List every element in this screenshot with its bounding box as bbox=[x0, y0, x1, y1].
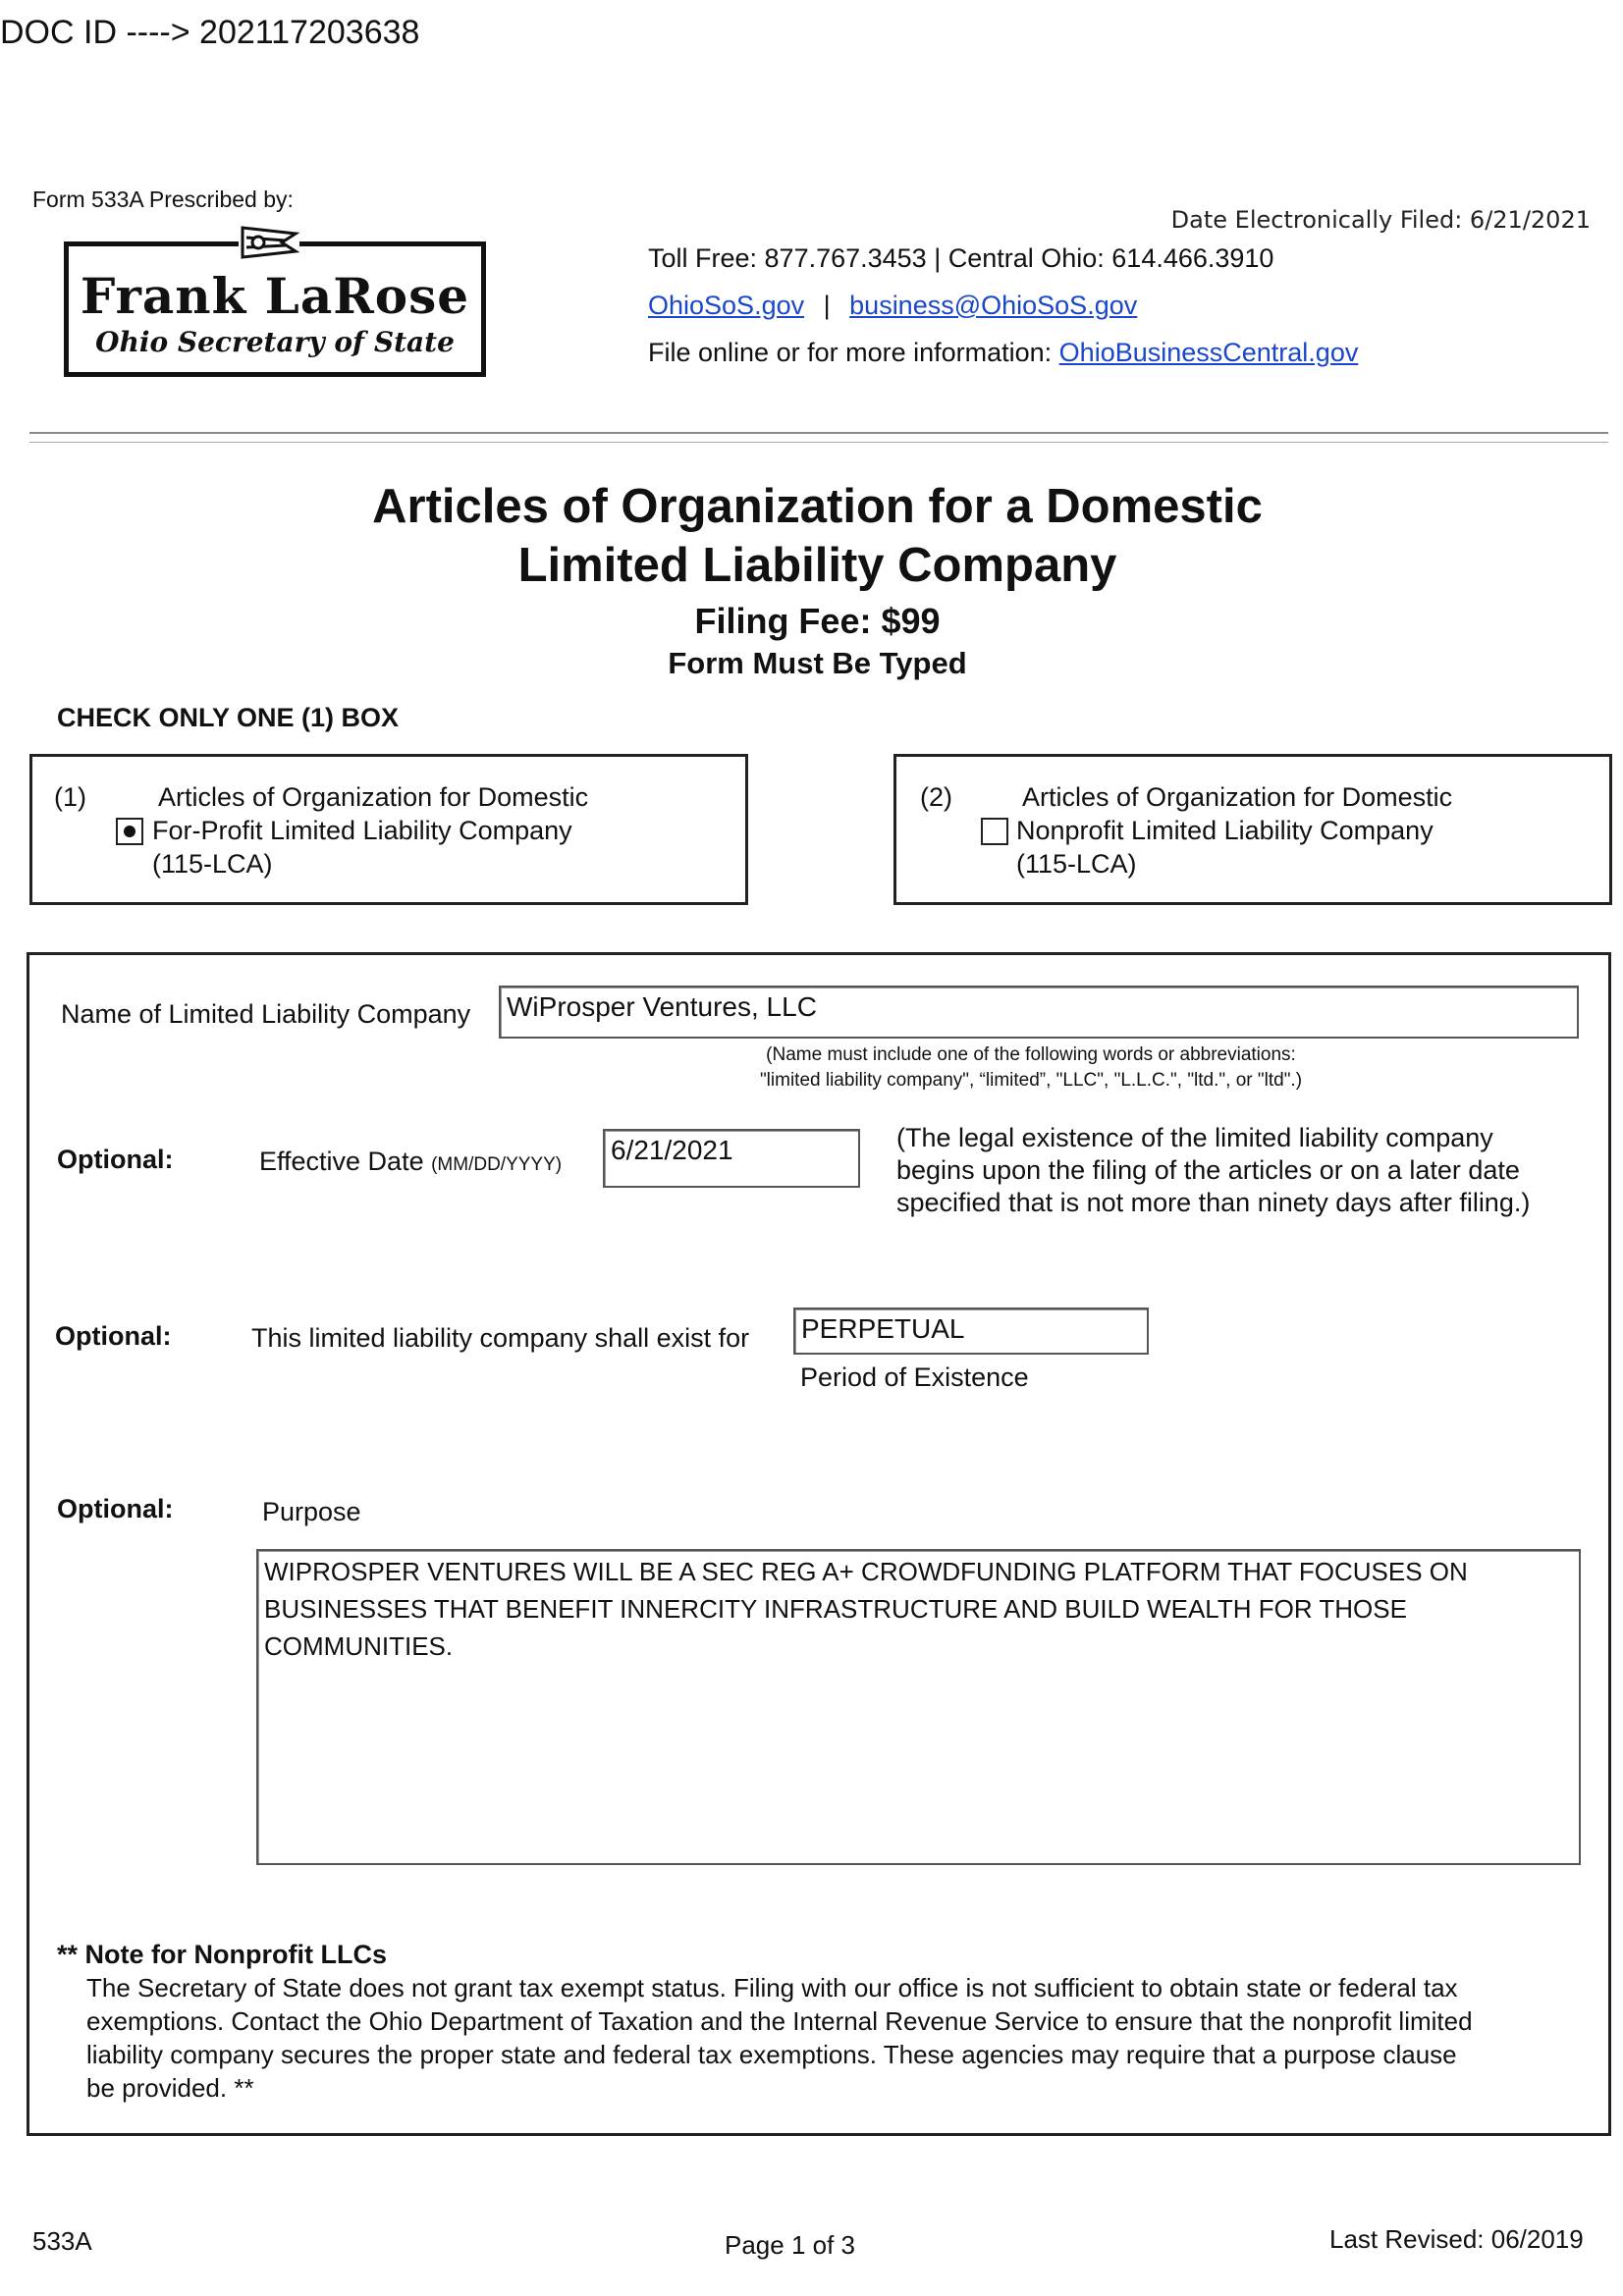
option-line1: Articles of Organization for Domestic bbox=[158, 782, 589, 812]
optional-label: Optional: bbox=[55, 1321, 172, 1351]
option-number: (2) bbox=[920, 782, 952, 812]
phone-line: Toll Free: 877.767.3453 | Central Ohio: 614.466.3910 bbox=[648, 243, 1274, 273]
footer-page-number: Page 1 of 3 bbox=[725, 2230, 855, 2260]
option-nonprofit bbox=[893, 754, 1612, 905]
period-of-existence-caption: Period of Existence bbox=[800, 1362, 1029, 1392]
effective-note-2: begins upon the filing of the articles or on a later date bbox=[896, 1155, 1520, 1185]
purpose-line: BUSINESSES THAT BENEFIT INNERCITY INFRASTRUCTURE AND BUILD WEALTH FOR THOSE bbox=[264, 1594, 1407, 1624]
for-profit-checkbox[interactable] bbox=[116, 818, 143, 845]
optional-label: Optional: bbox=[57, 1494, 174, 1523]
form-title-line1: Articles of Organization for a Domestic bbox=[372, 480, 1263, 533]
nonprofit-note-body bbox=[86, 1971, 1598, 2105]
header-divider bbox=[29, 432, 1608, 434]
logo-name: Frank LaRose bbox=[80, 267, 470, 325]
logo-subtitle: Ohio Secretary of State bbox=[95, 326, 455, 358]
checked-dot-icon bbox=[124, 826, 135, 837]
prescribed-by: Form 533A Prescribed by: bbox=[32, 187, 294, 212]
option-line2: For-Profit Limited Liability Company bbox=[152, 816, 572, 845]
footer-revised: Last Revised: 06/2019 bbox=[1329, 2224, 1584, 2254]
name-note-1: (Name must include one of the following words or abbreviations: bbox=[766, 1044, 1296, 1065]
option-line1: Articles of Organization for Domestic bbox=[1022, 782, 1453, 812]
option-line3: (115-LCA) bbox=[152, 849, 273, 879]
effective-date-label bbox=[259, 1147, 562, 1177]
nonprofit-checkbox[interactable] bbox=[981, 818, 1008, 845]
file-online-line bbox=[648, 338, 1358, 368]
note-line: liability company secures the proper state and federal tax exemptions. These agencies may require that a purpose clause bbox=[86, 2040, 1457, 2069]
date-filed: Date Electronically Filed: 6/21/2021 bbox=[1170, 206, 1591, 234]
footer-form-number: 533A bbox=[32, 2226, 92, 2256]
purpose-text bbox=[264, 1553, 1468, 1665]
existence-input[interactable]: PERPETUAL bbox=[793, 1308, 1149, 1355]
effective-date-format: (MM/DD/YYYY) bbox=[431, 1154, 563, 1175]
email-link[interactable]: business@OhioSoS.gov bbox=[849, 291, 1138, 320]
effective-date-text: Effective Date bbox=[259, 1147, 424, 1176]
purpose-line: COMMUNITIES. bbox=[264, 1631, 454, 1661]
optional-label: Optional: bbox=[57, 1145, 174, 1174]
business-central-link[interactable]: OhioBusinessCentral.gov bbox=[1058, 338, 1359, 367]
purpose-line: WIPROSPER VENTURES WILL BE A SEC REG A+ CROWDFUNDING PLATFORM THAT FOCUSES ON bbox=[264, 1557, 1468, 1586]
effective-date-input[interactable]: 6/21/2021 bbox=[603, 1129, 860, 1188]
file-online-prefix: File online or for more information: bbox=[648, 338, 1059, 367]
effective-note-3: specified that is not more than ninety days after filing.) bbox=[896, 1188, 1531, 1217]
option-number: (1) bbox=[54, 782, 86, 812]
sos-site-link[interactable]: OhioSoS.gov bbox=[648, 291, 805, 320]
nonprofit-note-heading: ** Note for Nonprofit LLCs bbox=[57, 1940, 387, 1969]
option-line3: (115-LCA) bbox=[1016, 849, 1137, 879]
effective-note-1: (The legal existence of the limited liability company bbox=[896, 1123, 1493, 1152]
option-for-profit bbox=[29, 754, 748, 905]
note-line: The Secretary of State does not grant tax exempt status. Filing with our office is not sufficient to obtain state or federal tax bbox=[86, 1973, 1458, 2002]
option-line2: Nonprofit Limited Liability Company bbox=[1016, 816, 1434, 845]
doc-id: DOC ID ----> 202117203638 bbox=[0, 14, 420, 51]
secretary-of-state-logo bbox=[64, 224, 480, 379]
purpose-textarea[interactable] bbox=[256, 1549, 1581, 1865]
filing-fee: Filing Fee: $99 bbox=[694, 601, 941, 641]
ohio-flag-icon bbox=[239, 224, 299, 261]
name-note-2: "limited liability company", “limited”, "LLC", "L.L.C.", "ltd.", or "ltd".) bbox=[759, 1070, 1303, 1091]
note-line: exemptions. Contact the Ohio Department of Taxation and the Internal Revenue Service to ensure that the nonprofit limited bbox=[86, 2006, 1473, 2036]
note-line: be provided. ** bbox=[86, 2073, 254, 2103]
purpose-label: Purpose bbox=[262, 1497, 361, 1526]
company-name-input[interactable]: WiProsper Ventures, LLC bbox=[499, 986, 1579, 1039]
contact-links bbox=[648, 291, 1137, 321]
existence-label: This limited liability company shall exist for bbox=[251, 1323, 750, 1353]
link-separator: | bbox=[823, 291, 831, 320]
company-name-label: Name of Limited Liability Company bbox=[61, 999, 471, 1029]
form-title-line2: Limited Liability Company bbox=[517, 539, 1117, 592]
check-only-one: CHECK ONLY ONE (1) BOX bbox=[57, 703, 400, 732]
form-must-be-typed: Form Must Be Typed bbox=[668, 646, 967, 680]
header-divider-thin bbox=[29, 442, 1608, 443]
